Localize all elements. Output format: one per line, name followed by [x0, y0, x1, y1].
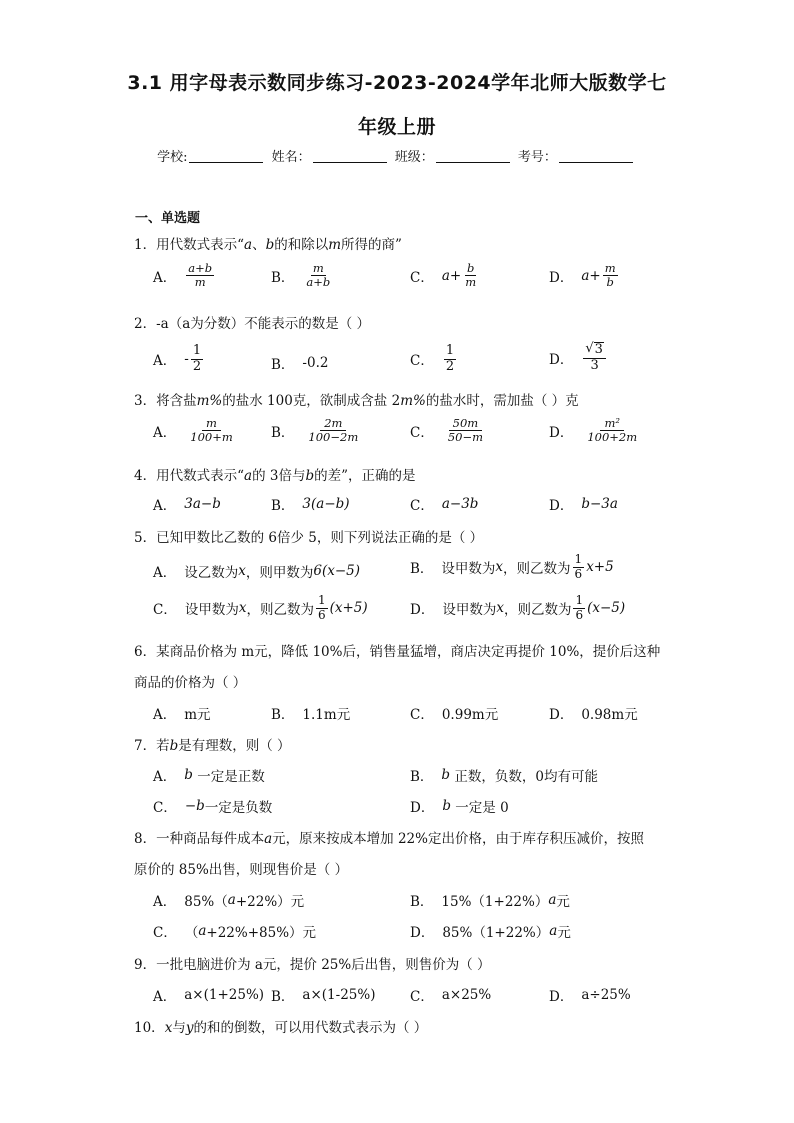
- question-3-option-c[interactable]: C． $\frac{50m}{50-m}$: [410, 416, 484, 445]
- name-label: 姓名：: [271, 150, 311, 165]
- question-1-option-b[interactable]: B． $\frac{m}{a+b}$: [271, 261, 331, 290]
- question-8-option-c[interactable]: C． （ a +22%+85%）元: [153, 923, 317, 941]
- question-1-option-c[interactable]: C． a+ $\frac{b}{m}$: [410, 261, 477, 290]
- question-9-option-d[interactable]: D． a÷25%: [549, 987, 631, 1005]
- section-heading: 一、单选题: [135, 211, 201, 226]
- question-8-stem-line1: 8．一种商品每件成本a元，原来按成本增加 22%定出价格，由于库存积压减价，按照: [134, 831, 644, 847]
- question-8-option-a[interactable]: A． 85%（ a +22%）元: [153, 892, 305, 910]
- question-6-option-c[interactable]: C． 0.99m元: [410, 707, 499, 723]
- question-7-option-d[interactable]: D． b 一定是 0: [410, 798, 509, 816]
- exam-no-label: 考号：: [517, 150, 557, 165]
- question-5-option-d[interactable]: D． 设甲数为 x ，则乙数为 $\frac{1}{6}$ (x−5): [410, 593, 626, 622]
- school-label: 学校:: [157, 150, 188, 165]
- question-3-option-a[interactable]: A． $\frac{m}{100+m}$: [153, 416, 233, 445]
- question-8-option-b[interactable]: B． 15%（1+22%） a 元: [410, 892, 570, 910]
- document-title-line1: 3.1 用字母表示数同步练习-2023-2024学年北师大版数学七: [127, 72, 667, 94]
- question-4-option-b[interactable]: B． 3(a−b): [271, 496, 350, 514]
- question-4-stem: 4．用代数式表示“a的 3倍与b的差”，正确的是: [134, 468, 416, 484]
- question-6-stem-line1: 6．某商品价格为 m元，降低 10%后，销售量猛增，商店决定再提价 10%，提价后这种: [134, 644, 661, 660]
- question-5-option-a[interactable]: A． 设乙数为 x ，则甲数为 6(x−5): [153, 563, 361, 581]
- question-2-stem: 2．-a（a为分数）不能表示的数是（ ）: [134, 316, 371, 332]
- sqrt-symbol: √: [585, 341, 594, 356]
- question-3-option-b[interactable]: B． $\frac{2m}{100-2m}$: [271, 416, 359, 445]
- question-5-option-b[interactable]: B． 设甲数为 x ，则乙数为 $\frac{1}{6}$ x+5: [410, 552, 614, 581]
- question-6-stem-line2: 商品的价格为（ ）: [134, 675, 247, 691]
- question-8-option-d[interactable]: D． 85%（1+22%） a 元: [410, 923, 571, 941]
- question-2-option-a[interactable]: A． - $\frac{1}{2}$: [153, 343, 202, 374]
- question-4-option-a[interactable]: A． 3a−b: [153, 496, 221, 514]
- question-4-option-d[interactable]: D． b−3a: [549, 496, 618, 514]
- question-1-stem: 1．用代数式表示“a、b的和除以m所得的商”: [134, 237, 402, 253]
- question-7-option-c[interactable]: C． −b 一定是负数: [153, 798, 273, 816]
- name-blank[interactable]: [313, 150, 387, 163]
- school-blank[interactable]: [189, 150, 263, 163]
- question-1-option-d[interactable]: D． a+ $\frac{m}{b}$: [549, 261, 616, 290]
- question-7-option-a[interactable]: A． b 一定是正数: [153, 767, 265, 785]
- student-info-row: [0, 146, 794, 165]
- question-9-option-a[interactable]: A． a×(1+25%): [153, 987, 265, 1005]
- question-3-stem: 3．将含盐m%的盐水 100克，欲制成含盐 2m%的盐水时，需加盐（ ）克: [134, 393, 579, 409]
- question-8-stem-line2: 原价的 85%出售，则现售价是（ ）: [134, 862, 349, 878]
- question-6-option-d[interactable]: D． 0.98m元: [549, 707, 638, 723]
- question-6-option-a[interactable]: A． m元: [153, 707, 211, 723]
- question-5-stem: 5．已知甲数比乙数的 6倍少 5，则下列说法正确的是（ ）: [134, 530, 484, 546]
- question-10-stem: 10．x与y的和的倒数，可以用代数式表示为（ ）: [134, 1020, 428, 1036]
- question-2-option-b[interactable]: B． -0.2: [271, 355, 329, 373]
- class-label: 班级：: [394, 150, 434, 165]
- question-4-option-c[interactable]: C． a−3b: [410, 496, 479, 514]
- class-blank[interactable]: [436, 150, 510, 163]
- question-7-option-b[interactable]: B． b 正数，负数，0均有可能: [410, 767, 598, 785]
- question-7-stem: 7．若b是有理数，则（ ）: [134, 738, 291, 754]
- question-9-option-c[interactable]: C． a×25%: [410, 987, 492, 1005]
- question-6-option-b[interactable]: B． 1.1m元: [271, 707, 351, 723]
- exam-no-blank[interactable]: [559, 150, 633, 163]
- question-3-option-d[interactable]: D． $\frac{\text{m²}}{100+2m}$: [549, 416, 638, 445]
- question-2-option-d[interactable]: D． √ 3 3: [549, 342, 608, 374]
- question-2-option-c[interactable]: C． $\frac{1}{2}$: [410, 343, 455, 374]
- question-9-stem: 9．一批电脑进价为 a元，提价 25%后出售，则售价为（ ）: [134, 957, 491, 973]
- question-9-option-b[interactable]: B． a×(1-25%): [271, 987, 376, 1005]
- question-1-option-a[interactable]: A． $\frac{a+b}{m}$: [153, 261, 213, 290]
- question-5-option-c[interactable]: C． 设甲数为 x ，则乙数为 $\frac{1}{6}$ (x+5): [153, 593, 368, 622]
- document-title-line2: 年级上册: [357, 116, 436, 138]
